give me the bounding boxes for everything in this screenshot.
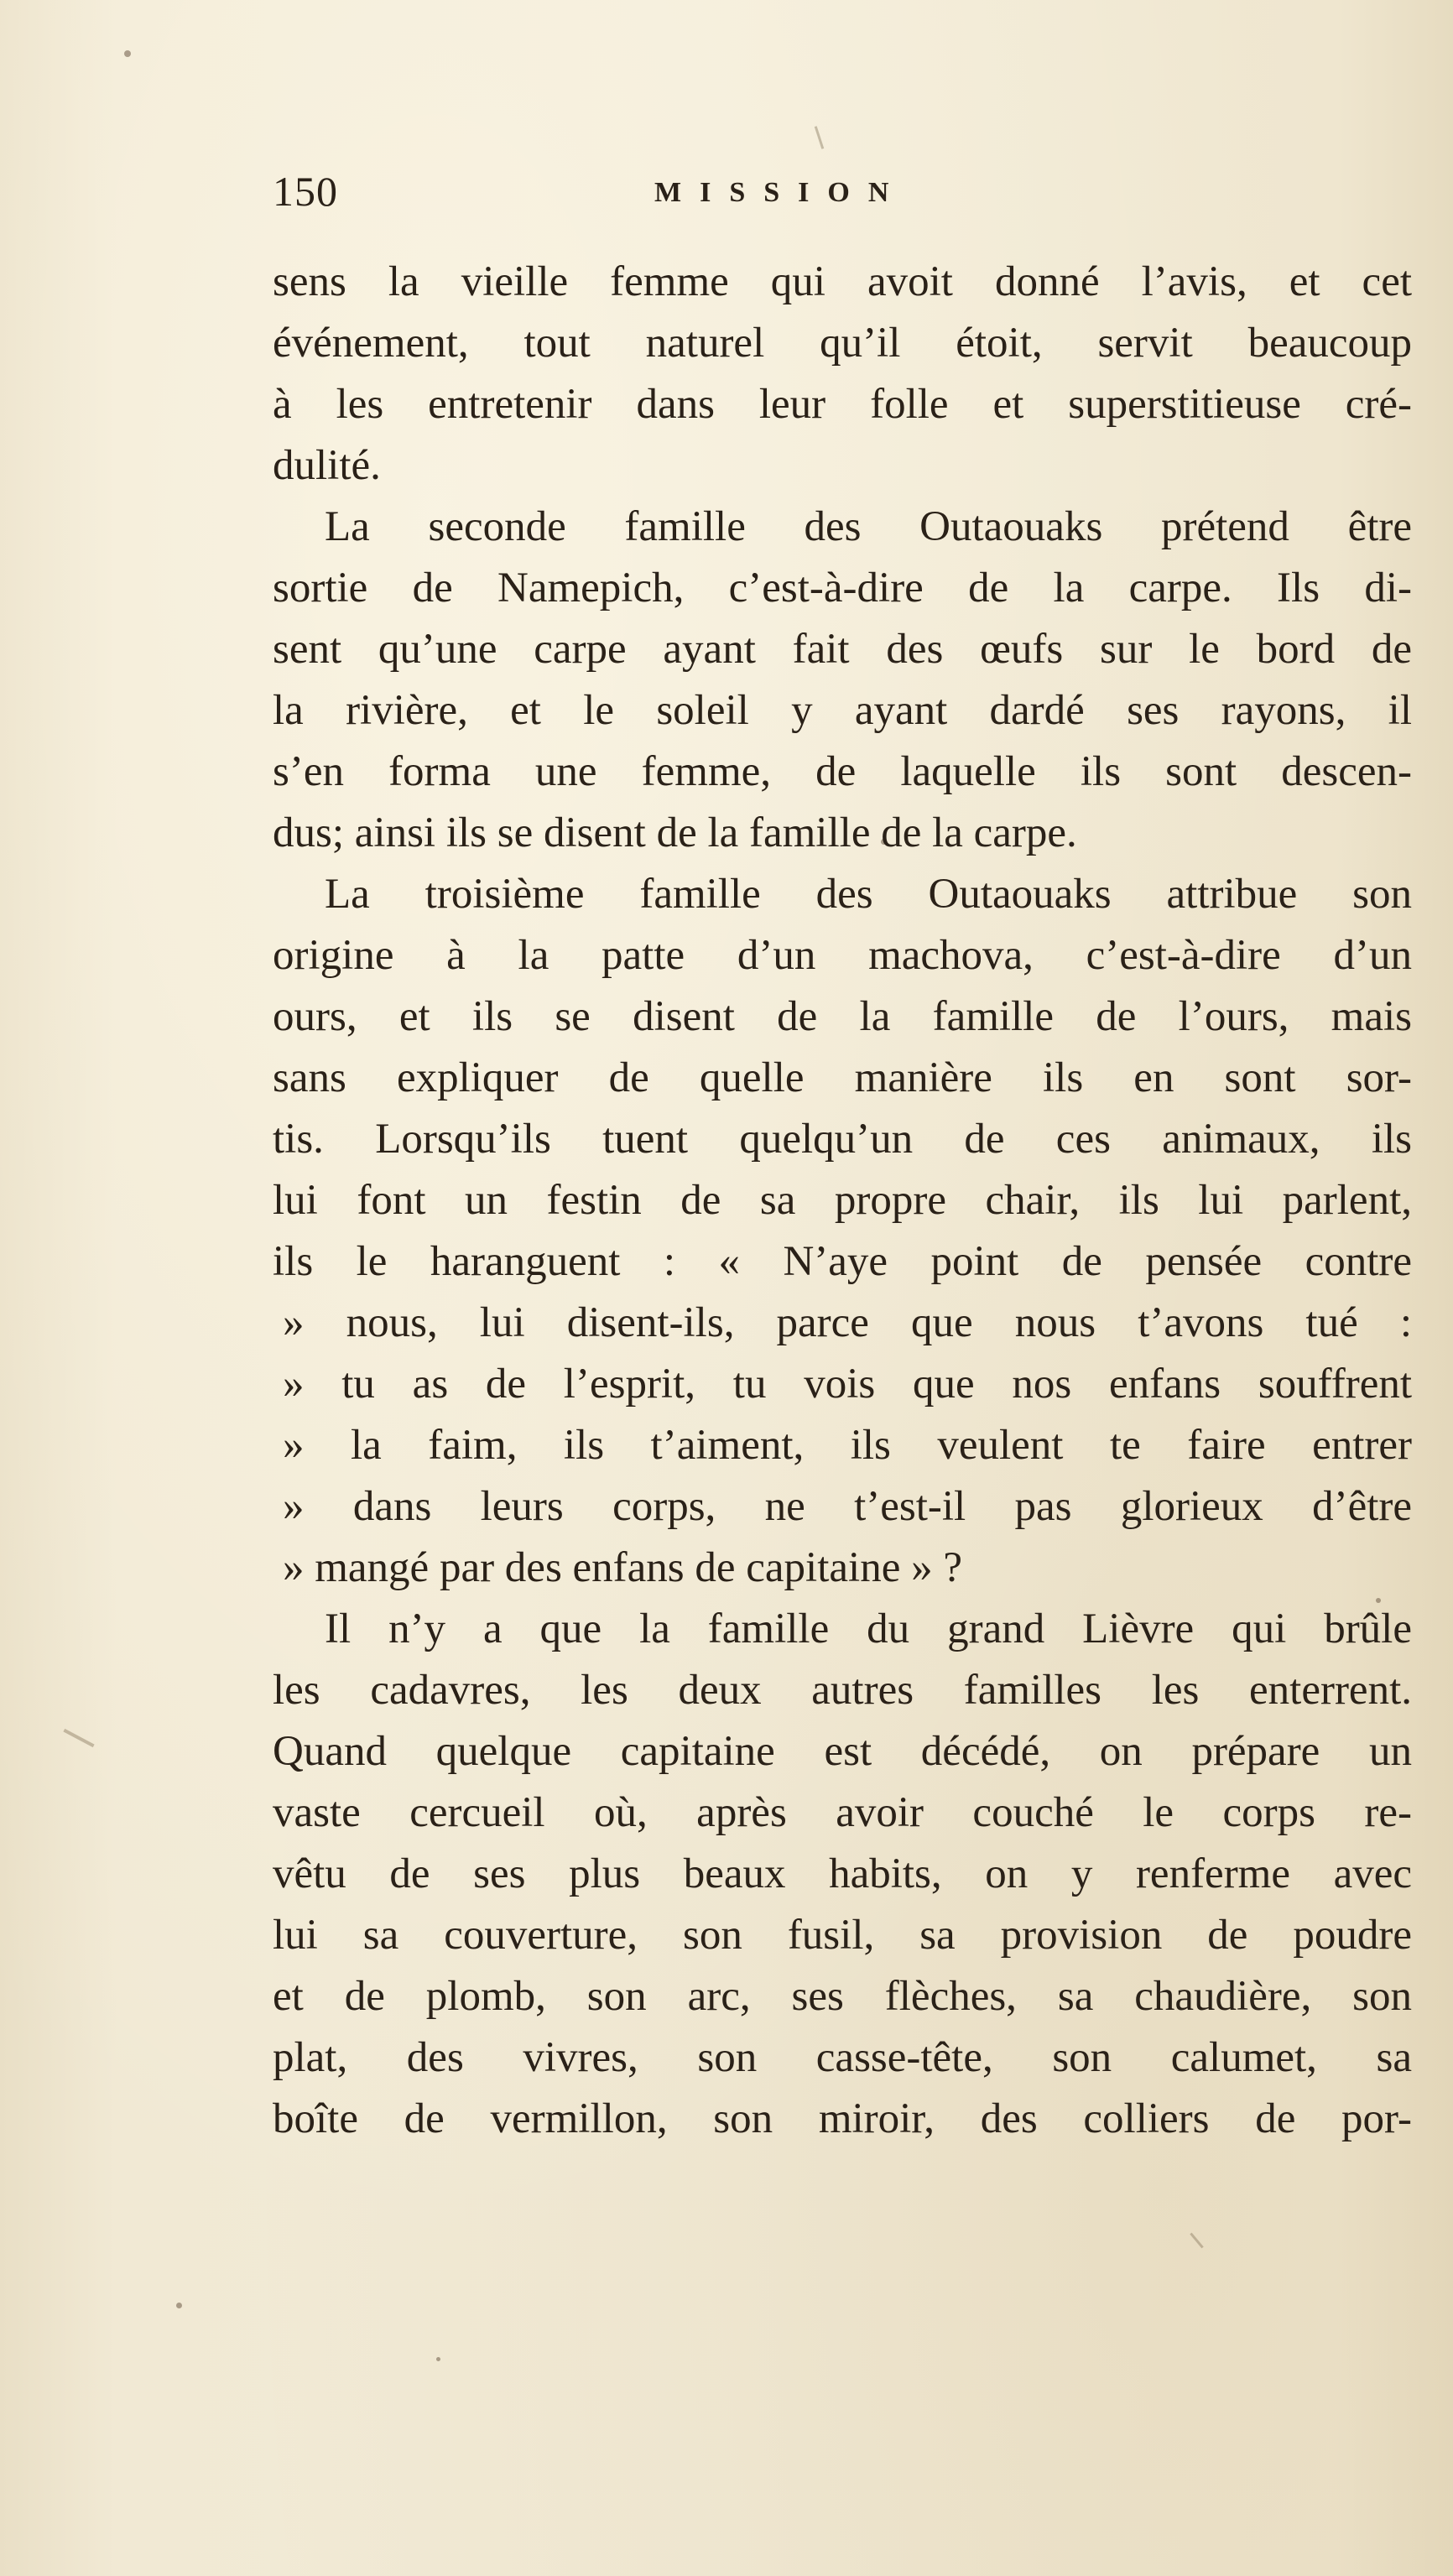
quote-line: » tu as de l’esprit, tu vois que nos enfans souffrent [283, 1361, 1412, 1408]
text-line: dus; ainsi ils se disent de la famille de la carpe. [273, 809, 1077, 856]
text-line: et de plomb, son arc, ses flèches, sa chaudière, son [273, 1973, 1412, 2020]
text-line: plat, des vivres, son casse-tête, son calumet, sa [273, 2034, 1412, 2081]
text-line: vêtu de ses plus beaux habits, on y renferme avec [273, 1850, 1412, 1897]
paper-speck [436, 2357, 440, 2361]
text-line: les cadavres, les deux autres familles les enterrent. [273, 1667, 1412, 1714]
page-number: 150 [273, 168, 338, 215]
quote-line: » nous, lui disent-ils, parce que nous t’avons tué : [283, 1299, 1412, 1346]
text-line: ours, et ils se disent de la famille de l’ours, mais [273, 993, 1412, 1040]
text-line: boîte de vermillon, son miroir, des colliers de por- [273, 2095, 1412, 2142]
paper-mark [815, 126, 825, 149]
quote-line: » dans leurs corps, ne t’est-il pas glorieux d’être [283, 1483, 1412, 1530]
paper-mark [63, 1729, 94, 1747]
quote-line: » mangé par des enfans de capitaine » ? [283, 1544, 962, 1591]
running-head [273, 166, 1422, 216]
body-text [273, 252, 1412, 2150]
quote-line: » la faim, ils t’aiment, ils veulent te faire entrer [283, 1422, 1412, 1469]
paper-speck [124, 50, 131, 57]
text-line: s’en forma une femme, de laquelle ils sont descen- [273, 748, 1412, 795]
text-line: tis. Lorsqu’ils tuent quelqu’un de ces animaux, ils [273, 1116, 1412, 1163]
text-line: Quand quelque capitaine est décédé, on prépare un [273, 1728, 1412, 1775]
text-line: sortie de Namepich, c’est-à-dire de la carpe. Ils di- [273, 565, 1412, 611]
text-line: sens la vieille femme qui avoit donné l’avis, et cet [273, 258, 1412, 305]
text-line: sans expliquer de quelle manière ils en sont sor- [273, 1054, 1412, 1101]
text-line: lui font un festin de sa propre chair, ils lui parlent, [273, 1177, 1412, 1224]
text-line: à les entretenir dans leur folle et superstitieuse cré- [273, 381, 1412, 428]
paper-mark [1190, 2233, 1203, 2249]
paper-speck [176, 2303, 182, 2308]
text-line: origine à la patte d’un machova, c’est-à-dire d’un [273, 932, 1412, 979]
text-line: la rivière, et le soleil y ayant dardé ses rayons, il [273, 687, 1412, 734]
text-line: événement, tout naturel qu’il étoit, servit beaucoup [273, 320, 1412, 367]
paragraph-first-line: La troisième famille des Outaouaks attribue son [325, 871, 1412, 918]
paragraph-first-line: Il n’y a que la famille du grand Lièvre qui brûle [325, 1605, 1412, 1652]
paragraph-first-line: La seconde famille des Outaouaks prétend être [325, 503, 1412, 550]
text-line: lui sa couverture, son fusil, sa provision de poudre [273, 1912, 1412, 1959]
text-line: vaste cercueil où, après avoir couché le corps re- [273, 1789, 1412, 1836]
text-line: ils le haranguent : « N’aye point de pensée contre [273, 1238, 1412, 1285]
text-line: sent qu’une carpe ayant fait des œufs sur le bord de [273, 626, 1412, 673]
running-title: MISSION [654, 177, 908, 208]
text-line: dulité. [273, 442, 381, 489]
